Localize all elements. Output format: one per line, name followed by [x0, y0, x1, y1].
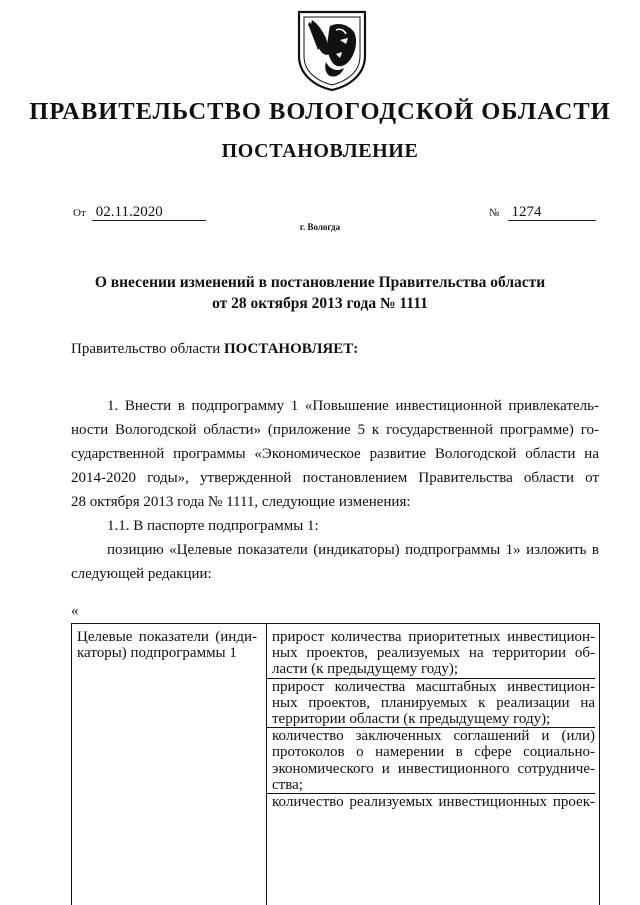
- value-line: количество заключенных соглашений и (или): [272, 728, 595, 745]
- body-line: 2014-2020 годы», утвержденной постановлением Правительства области от: [71, 470, 599, 486]
- body-line: сударственной программы «Экономическое развитие Вологодской области на: [71, 446, 599, 462]
- city-label: г. Вологда: [299, 222, 341, 232]
- body-line: 1. Внести в подпрограмму 1 «Повышение инвестиционной привлекатель-: [107, 398, 599, 414]
- body-line: позицию «Целевые показатели (индикаторы) подпрограммы 1» изложить в: [107, 542, 599, 558]
- government-name: ПРАВИТЕЛЬСТВО ВОЛОГОДСКОЙ ОБЛАСТИ: [29, 98, 611, 125]
- value-line: ных проектов, планируемых к реализации на: [272, 694, 595, 711]
- open-quote: «: [71, 603, 79, 619]
- indicators-table: [71, 623, 600, 905]
- table-label-cell: [77, 629, 257, 661]
- body-text: [71, 394, 599, 586]
- label-line: Целевые показатели (инди-: [77, 629, 257, 645]
- date-value: 02.11.2020: [92, 205, 206, 221]
- number-value: 1274: [508, 205, 596, 221]
- document-number: [489, 204, 596, 221]
- title-line: от 28 октября 2013 года № 1111: [212, 295, 428, 312]
- document-title: [0, 272, 640, 314]
- number-prefix: №: [489, 207, 500, 219]
- body-line: следующей редакции:: [71, 566, 212, 582]
- value-line: экономического и инвестиционного сотрудниче-: [272, 760, 595, 777]
- value-line: протоколов о намерении в сфере социально-: [272, 744, 595, 761]
- value-line: ства;: [267, 777, 595, 794]
- value-line: прирост количества приоритетных инвестицион-: [272, 629, 595, 645]
- value-line: ласти (к предыдущему году);: [267, 661, 595, 678]
- coat-of-arms-emblem: [296, 10, 368, 92]
- value-line: прирост количества масштабных инвестицион-: [272, 678, 595, 695]
- table-value-cell: [272, 629, 595, 810]
- preamble-verb: ПОСТАНОВЛЯЕТ:: [223, 341, 359, 357]
- date-prefix: От: [73, 207, 86, 219]
- value-line: количество реализуемых инвестиционных проек-: [272, 793, 595, 810]
- document-type: ПОСТАНОВЛЕНИЕ: [221, 140, 419, 162]
- body-line: ности Вологодской области» (приложение 5 к государственной программе) го-: [71, 422, 599, 438]
- body-line: 28 октября 2013 года № 1111, следующие изменения:: [71, 494, 411, 510]
- body-line: 1.1. В паспорте подпрограммы 1:: [107, 518, 319, 534]
- preamble-subject: Правительство области: [71, 341, 224, 357]
- document-date: [73, 204, 206, 221]
- title-line: О внесении изменений в постановление Правительства области: [94, 274, 546, 291]
- preamble: [71, 341, 358, 358]
- value-line: ных проектов, реализуемых на территории об-: [272, 645, 595, 662]
- value-line: территории области (к предыдущему году);: [267, 711, 595, 728]
- label-line: каторы) подпрограммы 1: [77, 645, 237, 661]
